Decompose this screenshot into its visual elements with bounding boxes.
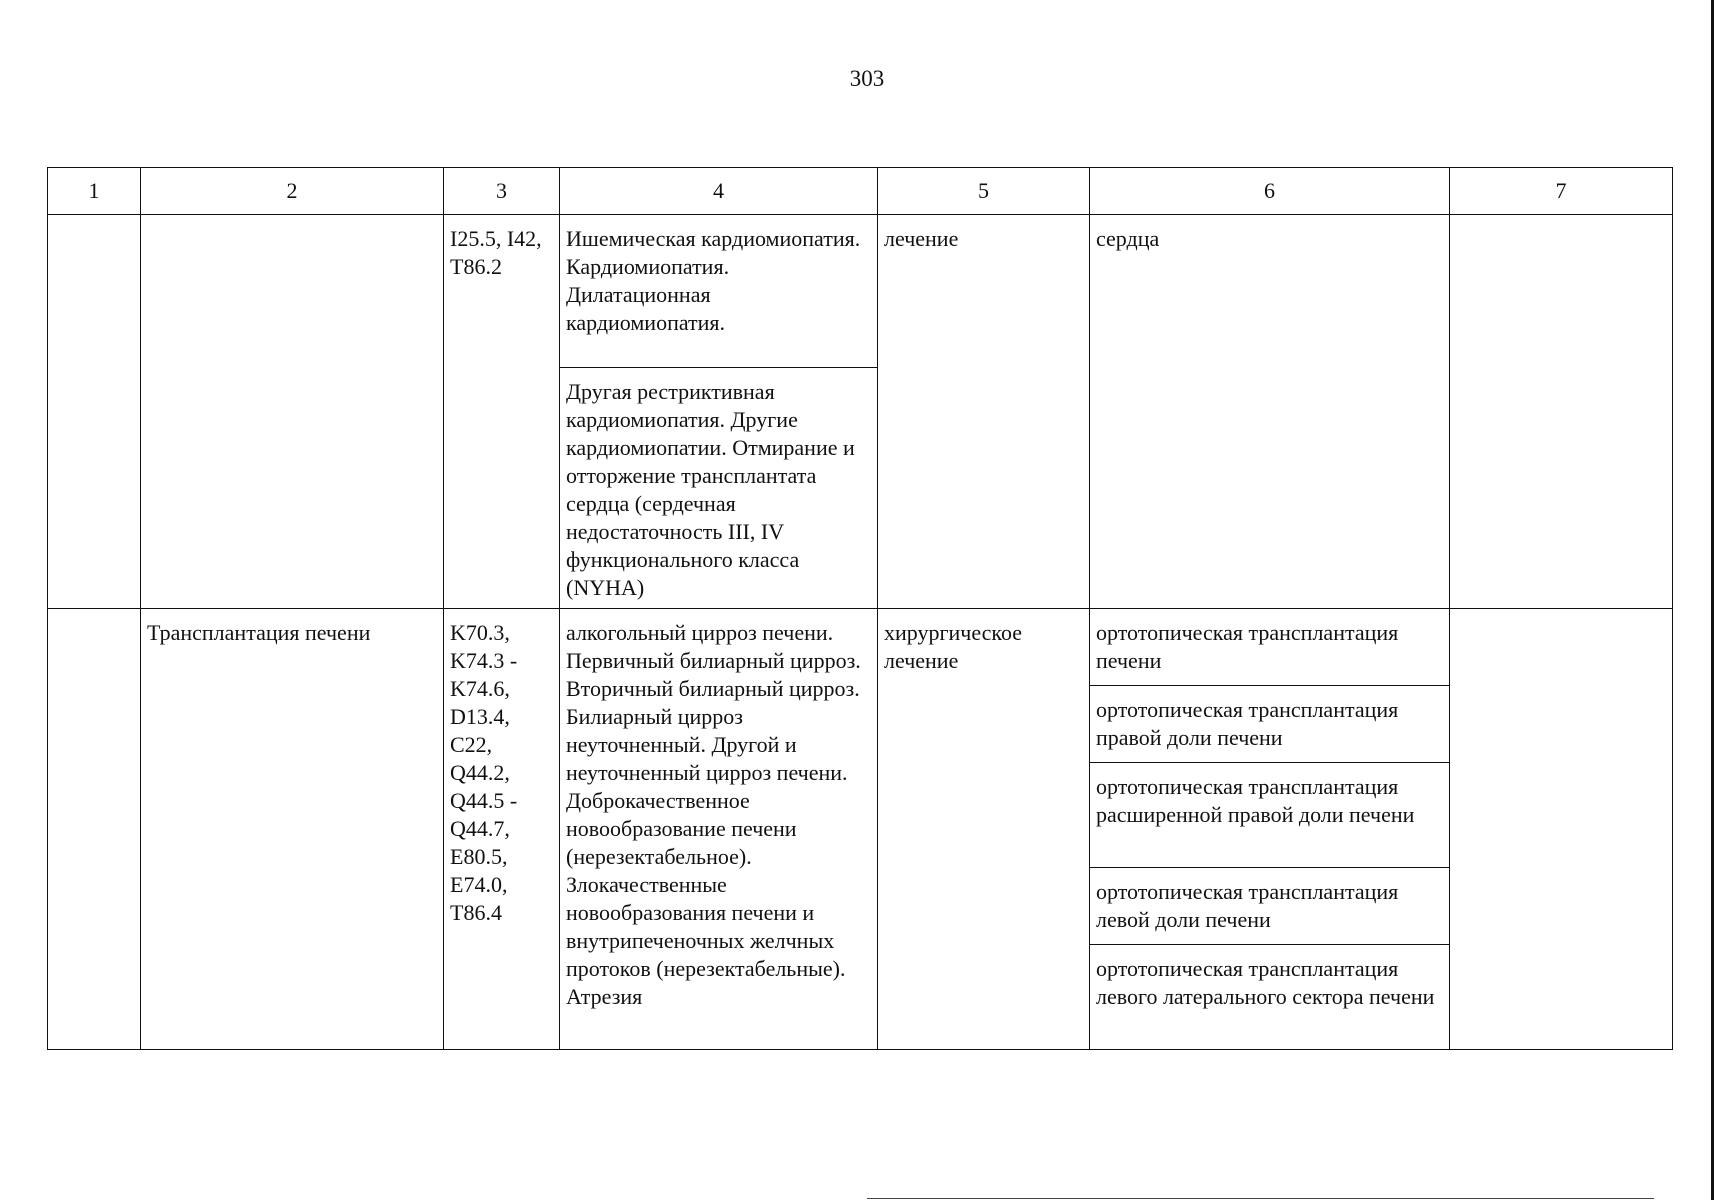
table-header-row [48, 168, 1673, 215]
heart-diagnosis-cell-1: Ишемическая кардиомиопатия. Кардиомиопатия. Дилатационная кардиомиопатия. [560, 215, 878, 368]
heart-diagnosis-cell-2: Другая рестриктивная кардиомиопатия. Другие кардиомиопатии. Отмирание и отторжение трансплантата сердца (сердечная недостаточность III, IV функционального класса (NYHA) [560, 368, 878, 609]
table-row-liver-1 [48, 609, 1673, 686]
liver-method-cell-2: ортотопическая трансплантация правой доли печени [1090, 686, 1450, 763]
header-cell-7: 7 [1450, 168, 1673, 215]
bottom-rule-line [867, 1198, 1654, 1199]
liver-method-cell-3: ортотопическая трансплантация расширенной правой доли печени [1090, 763, 1450, 868]
liver-col1-cell [48, 609, 141, 1050]
liver-method-cell-5: ортотопическая трансплантация левого латерального сектора печени [1090, 945, 1450, 1050]
liver-col7-cell [1450, 609, 1673, 1050]
heart-method-cell: сердца [1090, 215, 1450, 609]
heart-col1-cell [48, 215, 141, 609]
heart-col2-cell [141, 215, 444, 609]
heart-col7-cell [1450, 215, 1673, 609]
header-cell-1: 1 [48, 168, 141, 215]
liver-diagnosis-cell: алкогольный цирроз печени. Первичный билиарный цирроз. Вторичный билиарный цирроз. Билиарный цирроз неуточненный. Другой и неуточненный цирроз печени. Доброкачественное новообразование печени (нерезектабельное). Злокачественные новообразования печени и внутрипеченочных желчных протоков (нерезектабельные). Атрезия [560, 609, 878, 1050]
heart-codes-cell: I25.5, I42, T86.2 [444, 215, 560, 609]
liver-codes-cell: K70.3, K74.3 - K74.6, D13.4, C22, Q44.2, Q44.5 - Q44.7, E80.5, E74.0, T86.4 [444, 609, 560, 1050]
header-cell-6: 6 [1090, 168, 1450, 215]
medical-care-table [47, 167, 1673, 1050]
page-number: 303 [849, 66, 885, 91]
liver-treatment-cell: хирургическое лечение [878, 609, 1090, 1050]
liver-method-cell-4: ортотопическая трансплантация левой доли печени [1090, 868, 1450, 945]
header-cell-2: 2 [141, 168, 444, 215]
header-cell-4: 4 [560, 168, 878, 215]
header-cell-5: 5 [878, 168, 1090, 215]
header-cell-3: 3 [444, 168, 560, 215]
table-row-heart-1 [48, 215, 1673, 368]
liver-name-cell: Трансплантация печени [141, 609, 444, 1050]
heart-treatment-cell: лечение [878, 215, 1090, 609]
liver-method-cell-1: ортотопическая трансплантация печени [1090, 609, 1450, 686]
